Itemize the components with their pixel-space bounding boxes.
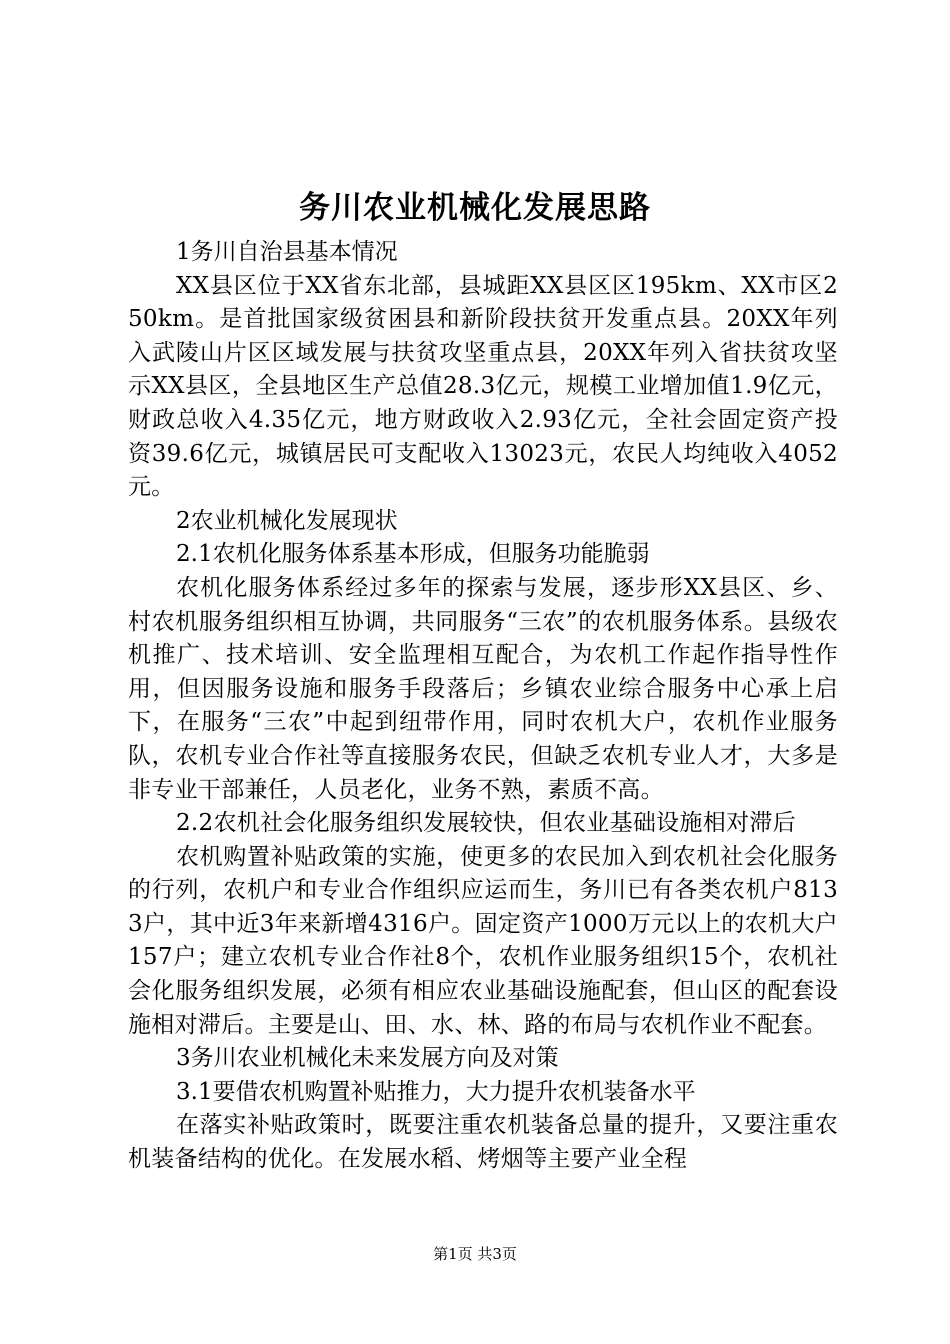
subsection-heading: 2.2农机社会化服务组织发展较快，但农业基础设施相对滞后 [176, 810, 796, 837]
paragraph: 农机化服务体系经过多年的探索与发展，逐步形XX县区、乡、村农机服务组织相互协调，共同服务“三农”的农机服务体系。县级农机推广、技术培训、安全监理相互配合，为农机工作起作指导性作用，但因服务设施和服务手段落后；乡镇农业综合服务中心承上启下，在服务“三农”中起到纽带作用，同时农机大户，农机作业服务队，农机专业合作社等直接服务农民，但缺乏农机专业人才，大多是非专业干部兼任，人员老化，业务不熟，素质不高。 [128, 574, 838, 803]
paragraph: XX县区位于XX省东北部，县城距XX县区区195km、XX市区250km。是首批国家级贫困县和新阶段扶贫开发重点县。20XX年列入武陵山片区区域发展与扶贫攻坚重点县，20XX年列入省扶贫攻坚示XX县区，全县地区生产总值28.3亿元，规模工业增加值1.9亿元，财政总收入4.35亿元，地方财政收入2.93亿元，全社会固定资产投资39.6亿元，城镇居民可支配收入13023元，农民人均纯收入4052元。 [128, 272, 838, 501]
paragraph: 在落实补贴政策时，既要注重农机装备总量的提升，又要注重农机装备结构的优化。在发展水稻、烤烟等主要产业全程 [128, 1112, 838, 1173]
section-heading: 3务川农业机械化未来发展方向及对策 [176, 1045, 559, 1072]
page-footer: 第1页 共3页 [433, 1245, 517, 1263]
section-heading: 2农业机械化发展现状 [176, 507, 398, 534]
document-body [128, 236, 838, 1177]
subsection-heading: 2.1农机化服务体系基本形成，但服务功能脆弱 [176, 541, 650, 568]
paragraph: 农机购置补贴政策的实施，使更多的农民加入到农机社会化服务的行列，农机户和专业合作组织应运而生，务川已有各类农机户8133户，其中近3年来新增4316户。固定资产1000万元以上的农机大户157户；建立农机专业合作社8个，农机作业服务组织15个，农机社会化服务组织发展，必须有相应农业基础设施配套，但山区的配套设施相对滞后。主要是山、田、水、林、路的布局与农机作业不配套。 [128, 843, 838, 1038]
document-title: 务川农业机械化发展思路 [299, 190, 651, 226]
subsection-heading: 3.1要借农机购置补贴推力，大力提升农机装备水平 [176, 1078, 696, 1105]
section-heading: 1务川自治县基本情况 [176, 239, 398, 265]
